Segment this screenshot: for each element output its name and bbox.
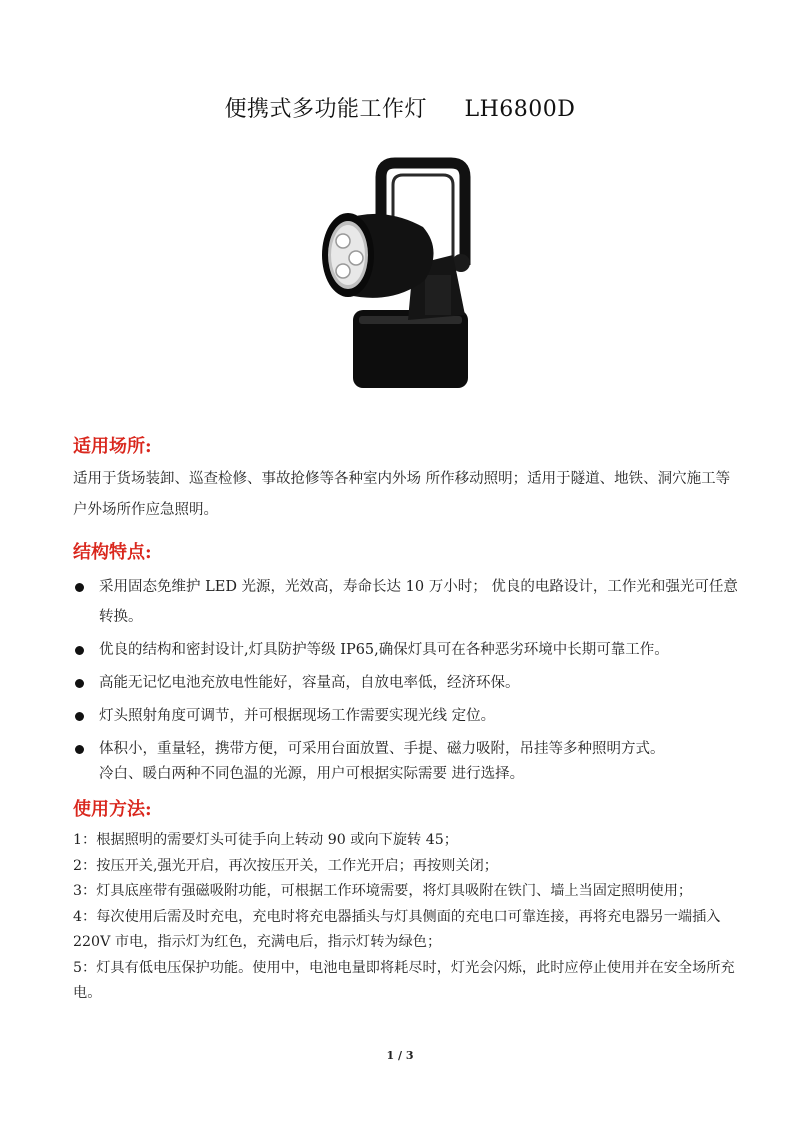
feature-item: 采用固态免维护 LED 光源，光效高，寿命长达 10 万小时； 优良的电路设计，工作光和强光可任意转换。 <box>73 572 743 632</box>
page-title: 便携式多功能工作灯 LH6800D <box>224 97 576 122</box>
feature-item: 优良的结构和密封设计,灯具防护等级 IP65,确保灯具可在各种恶劣环境中长期可靠工作。 <box>73 635 743 665</box>
feature-item: 高能无记忆电池充放电性能好，容量高，自放电率低，经济环保。 <box>73 668 743 698</box>
bullet-icon <box>75 745 84 754</box>
scenes-text: 适用于货场装卸、巡查检修、事故抢修等各种室内外场 所作移动照明；适用于隧道、地铁、洞穴施工等户外场所作应急照明。 <box>73 471 731 518</box>
usage-item: 2：按压开关,强光开启，再次按压开关，工作光开启；再按则关闭； <box>73 857 498 874</box>
features-list <box>73 572 743 767</box>
usage-item: 3：灯具底座带有强磁吸附功能，可根据工作环境需要，将灯具吸附在铁门、墙上当固定照明使用； <box>73 883 693 899</box>
usage-item: 1：根据照明的需要灯头可徒手向上转动 90 或向下旋转 45； <box>73 832 458 848</box>
usage-item: 5：灯具有低电压保护功能。使用中，电池电量即将耗尽时，灯光会闪烁，此时应停止使用并在安全场所充电。 <box>73 959 735 1001</box>
section-title-features: 结构特点: <box>73 542 152 563</box>
feature-item: 体积小，重量轻，携带方便，可采用台面放置、手提、磁力吸附，吊挂等多种照明方式。 <box>73 734 743 764</box>
work-lamp-image <box>313 155 493 390</box>
section-title-usage: 使用方法: <box>73 799 152 820</box>
usage-list <box>73 828 738 1007</box>
features-extra-line: 冷白、暖白两种不同色温的光源，用户可根据实际需要 进行选择。 <box>99 766 525 782</box>
section-title-scenes: 适用场所: <box>73 436 152 457</box>
page-number: 1 / 3 <box>386 1049 414 1062</box>
bullet-icon <box>75 583 84 592</box>
bullet-icon <box>75 712 84 721</box>
usage-item: 4：每次使用后需及时充电，充电时将充电器插头与灯具侧面的充电口可靠连接，再将充电器另一端插入 220V 市电，指示灯为红色，充满电后，指示灯转为绿色； <box>73 908 721 950</box>
bullet-icon <box>75 679 84 688</box>
bullet-icon <box>75 646 84 655</box>
feature-item: 灯头照射角度可调节，并可根据现场工作需要实现光线 定位。 <box>73 701 743 731</box>
